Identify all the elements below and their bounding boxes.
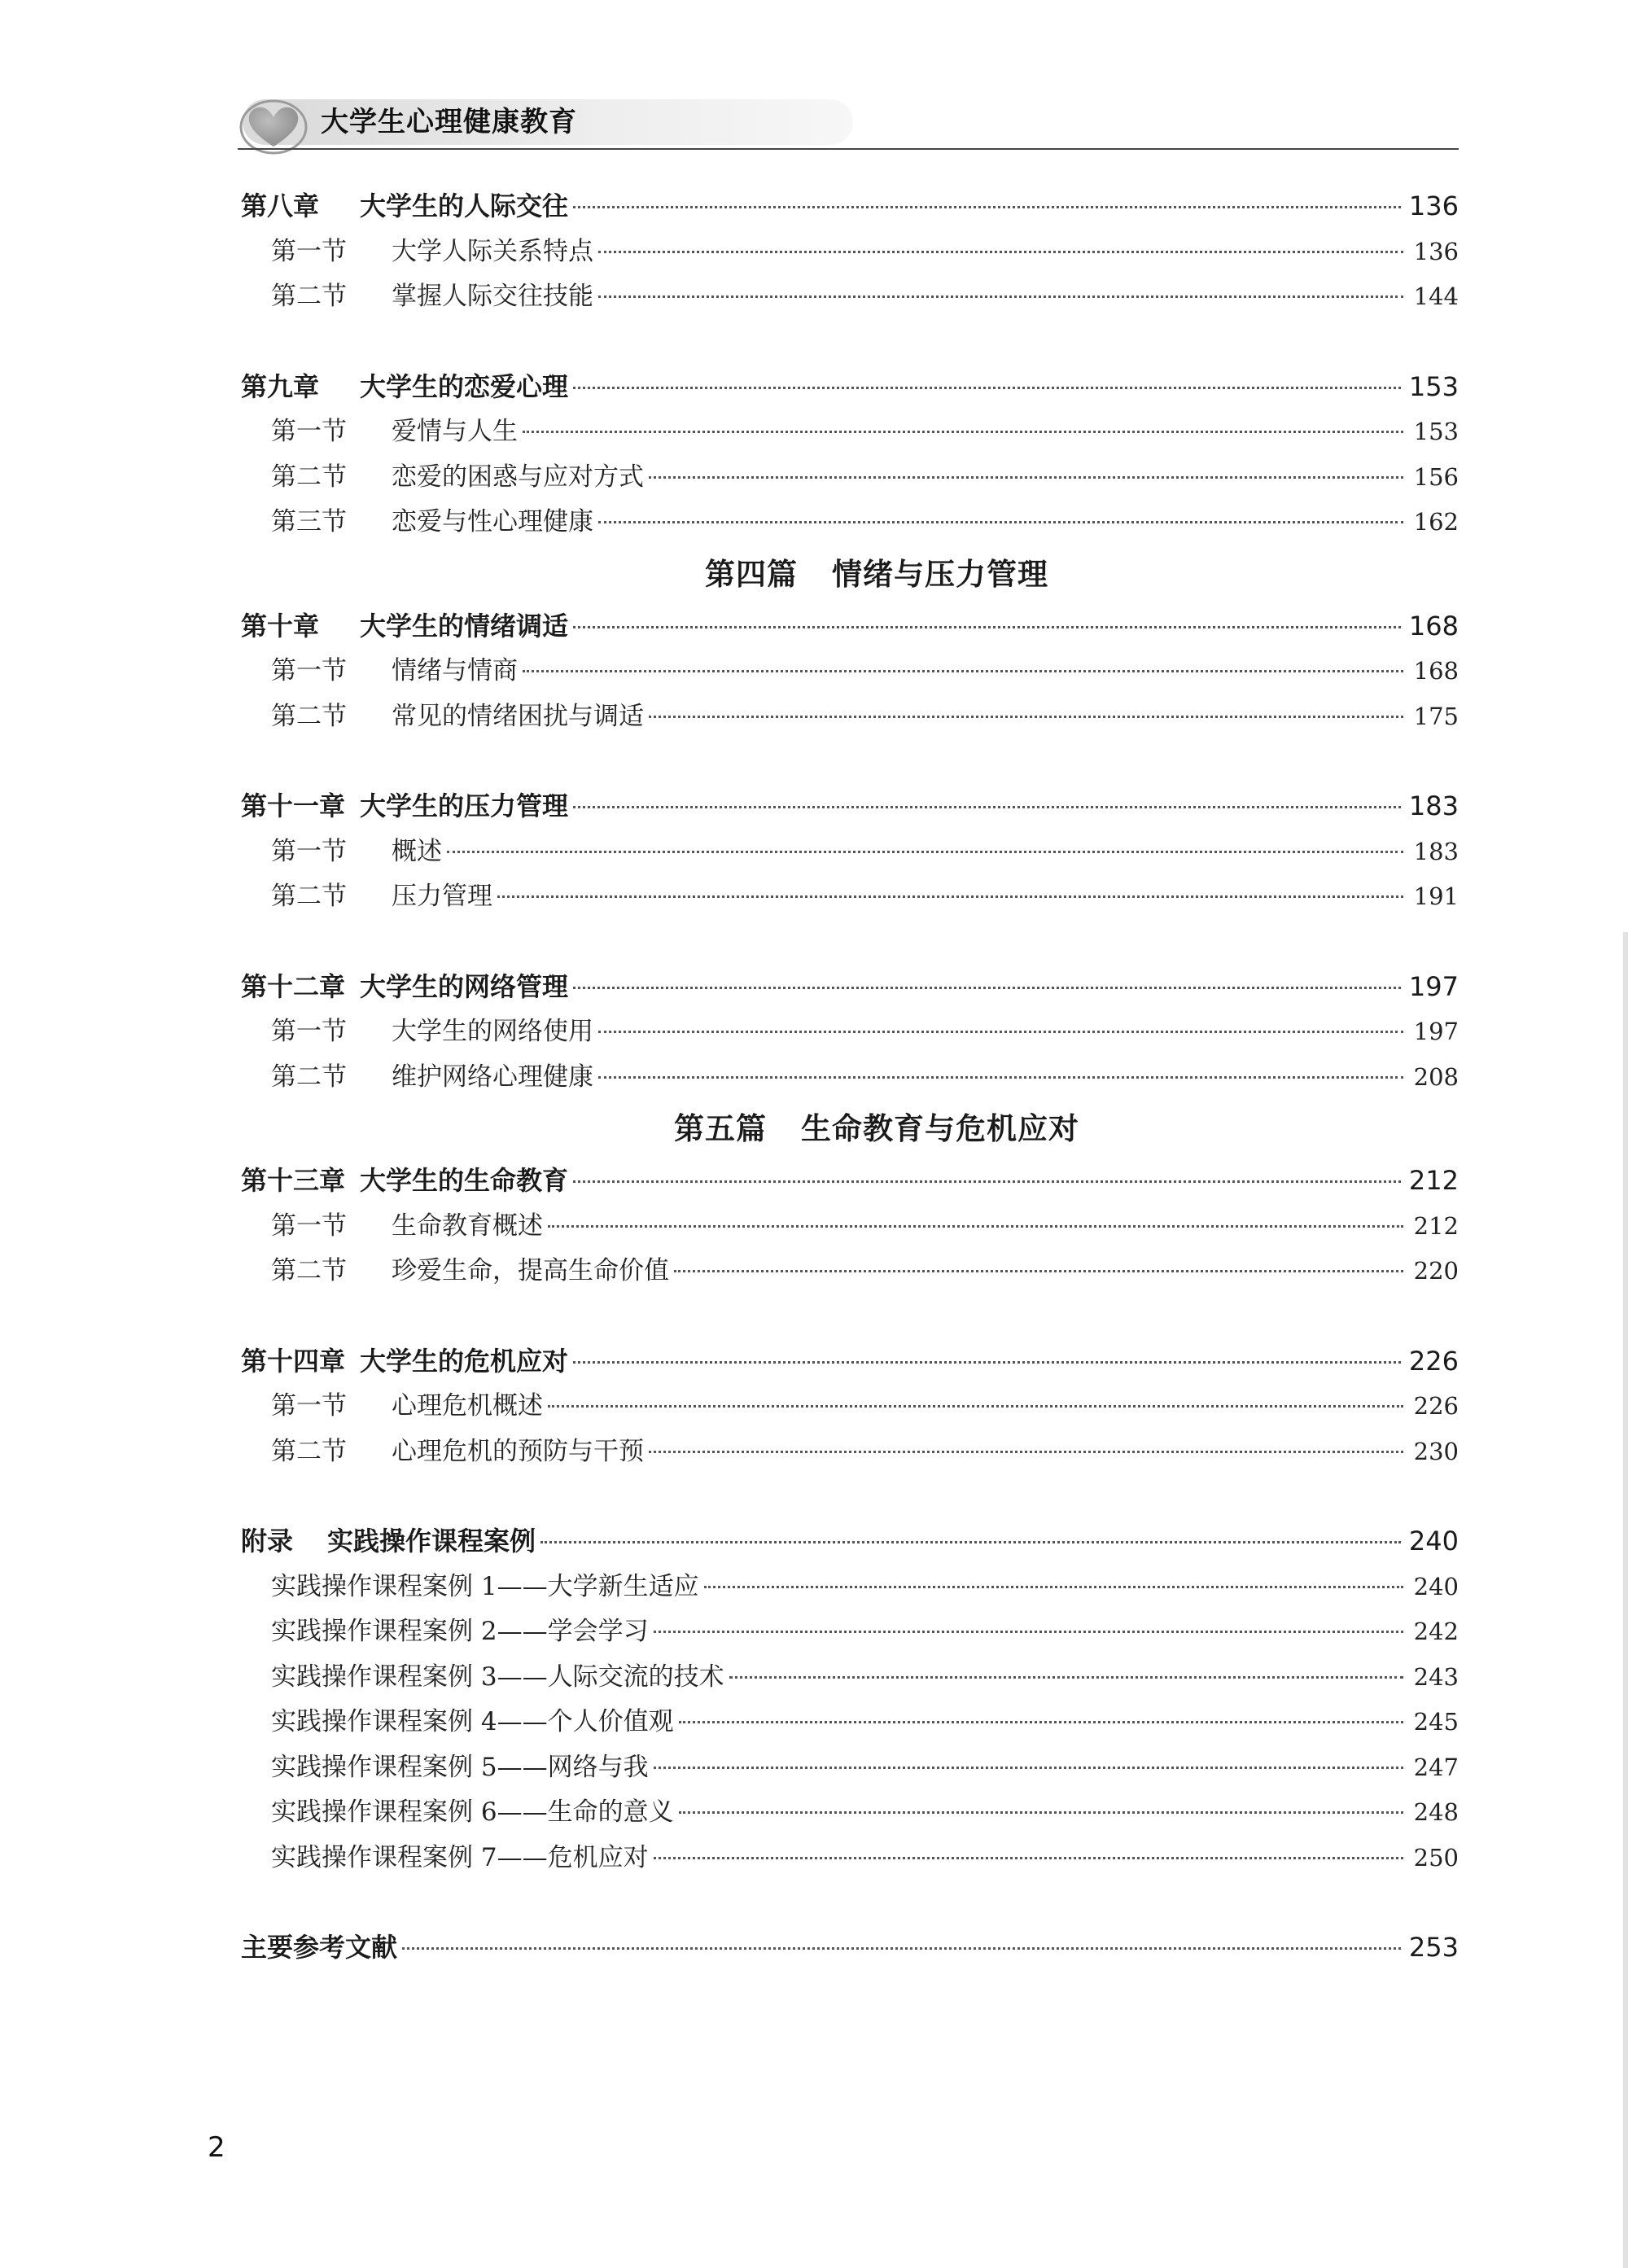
toc-gap <box>241 920 1459 965</box>
header-rule <box>238 148 1459 150</box>
part-number: 第四篇 <box>705 556 798 592</box>
entry-title: 实践操作课程案例 5——网络与我 <box>271 1752 649 1782</box>
entry-page-number: 245 <box>1413 1708 1459 1736</box>
entry-number: 第三节 <box>271 507 347 536</box>
entry-number: 第二节 <box>271 882 347 911</box>
entry-title: 大学生的生命教育 <box>360 1165 569 1196</box>
dot-leader <box>447 851 1403 853</box>
entry-page-number: 212 <box>1408 1165 1459 1196</box>
dot-leader <box>573 387 1401 389</box>
entry-title: 恋爱与性心理健康 <box>392 507 593 536</box>
entry-page-number: 243 <box>1413 1662 1459 1691</box>
entry-number: 第十三章 <box>241 1165 346 1196</box>
entry-title: 爱情与人生 <box>392 417 518 446</box>
page-edge-shadow <box>1623 932 1628 2268</box>
toc-chapter-entry[interactable] <box>241 1925 1459 1971</box>
entry-page-number: 191 <box>1413 882 1459 910</box>
entry-page-number: 250 <box>1413 1843 1459 1872</box>
toc-chapter-entry[interactable] <box>241 1519 1459 1565</box>
toc-chapter-entry[interactable] <box>241 184 1459 230</box>
toc-section-entry[interactable] <box>241 1009 1459 1055</box>
toc-chapter-entry[interactable] <box>241 1339 1459 1385</box>
dot-leader <box>649 716 1403 718</box>
entry-page-number: 230 <box>1413 1437 1459 1465</box>
toc-appendix-item-entry[interactable] <box>241 1790 1459 1836</box>
toc-section-entry[interactable] <box>241 230 1459 275</box>
entry-page-number: 240 <box>1413 1572 1459 1600</box>
entry-title: 压力管理 <box>392 882 492 911</box>
entry-title: 主要参考文献 <box>241 1932 398 1963</box>
entry-page-number: 136 <box>1413 237 1459 265</box>
toc-section-entry[interactable] <box>241 649 1459 694</box>
dot-leader <box>598 296 1403 298</box>
entry-title: 维护网络心理健康 <box>392 1062 593 1092</box>
entry-title: 大学生的网络管理 <box>360 970 569 1002</box>
entry-page-number: 248 <box>1413 1798 1459 1826</box>
entry-title: 大学生的压力管理 <box>360 790 569 821</box>
entry-number: 第二节 <box>271 462 347 492</box>
dot-leader <box>548 1405 1403 1408</box>
entry-title: 实践操作课程案例 1——大学新生适应 <box>271 1571 699 1601</box>
entry-page-number: 197 <box>1408 970 1459 1002</box>
entry-title: 情绪与情商 <box>392 656 518 685</box>
toc-gap <box>241 1474 1459 1519</box>
entry-page-number: 136 <box>1408 190 1459 221</box>
toc-section-entry[interactable] <box>241 500 1459 545</box>
entry-page-number: 242 <box>1413 1618 1459 1645</box>
toc-appendix-item-entry[interactable] <box>241 1745 1459 1791</box>
dot-leader <box>679 1721 1403 1723</box>
dot-leader <box>497 895 1403 898</box>
toc-section-entry[interactable] <box>241 1055 1459 1101</box>
entry-number: 第十四章 <box>241 1345 346 1377</box>
dot-leader <box>548 1225 1403 1228</box>
dot-leader <box>523 431 1403 433</box>
part-title: 生命教育与危机应对 <box>801 1111 1079 1146</box>
dot-leader <box>573 626 1401 628</box>
entry-page-number: 162 <box>1413 508 1459 536</box>
entry-number: 第二节 <box>271 1436 347 1466</box>
entry-title: 生命教育概述 <box>392 1211 543 1241</box>
entry-title: 心理危机概述 <box>392 1391 543 1421</box>
entry-title: 实践操作课程案例 3——人际交流的技术 <box>271 1662 724 1692</box>
toc-gap <box>241 1294 1459 1339</box>
dot-leader <box>573 206 1401 208</box>
dot-leader <box>654 1631 1403 1633</box>
entry-page-number: 183 <box>1413 837 1459 865</box>
entry-page-number: 168 <box>1408 610 1459 641</box>
dot-leader <box>598 251 1403 253</box>
toc-section-entry[interactable] <box>241 1204 1459 1250</box>
dot-leader <box>540 1541 1401 1543</box>
entry-page-number: 240 <box>1408 1526 1459 1557</box>
toc-section-entry[interactable] <box>241 1249 1459 1294</box>
dot-leader <box>598 1031 1403 1033</box>
header-title: 大学生心理健康教育 <box>321 106 577 138</box>
entry-title: 实践操作课程案例 2——学会学习 <box>271 1617 649 1646</box>
toc-appendix-item-entry[interactable] <box>241 1565 1459 1610</box>
entry-title: 大学生的危机应对 <box>360 1345 569 1377</box>
entry-number: 第九章 <box>241 370 320 402</box>
entry-title: 大学人际关系特点 <box>392 236 593 266</box>
entry-page-number: 175 <box>1413 702 1459 730</box>
toc-gap <box>241 739 1459 784</box>
entry-page-number: 153 <box>1408 370 1459 402</box>
toc-part-heading <box>241 545 1459 604</box>
entry-page-number: 197 <box>1413 1018 1459 1045</box>
entry-page-number: 226 <box>1413 1392 1459 1420</box>
part-title: 情绪与压力管理 <box>832 556 1048 592</box>
toc-chapter-entry[interactable] <box>241 1158 1459 1204</box>
entry-number: 第一节 <box>271 1391 347 1421</box>
entry-number: 第十一章 <box>241 790 346 821</box>
dot-leader <box>402 1947 1401 1950</box>
dot-leader <box>649 1451 1403 1453</box>
entry-page-number: 144 <box>1413 282 1459 310</box>
toc-section-entry[interactable] <box>241 1384 1459 1430</box>
entry-page-number: 156 <box>1413 462 1459 491</box>
entry-title: 掌握人际交往技能 <box>392 282 593 311</box>
entry-number: 第二节 <box>271 282 347 311</box>
dot-leader <box>598 1076 1403 1079</box>
toc-section-entry[interactable] <box>241 455 1459 501</box>
toc-gap <box>241 1881 1459 1925</box>
toc-section-entry[interactable] <box>241 409 1459 455</box>
heart-icon <box>238 96 311 155</box>
page-number: 2 <box>208 2131 225 2164</box>
entry-title: 大学生的恋爱心理 <box>360 370 569 402</box>
dot-leader <box>573 1361 1401 1364</box>
entry-number: 第一节 <box>271 1017 347 1046</box>
dot-leader <box>654 1767 1403 1769</box>
entry-page-number: 153 <box>1413 418 1459 445</box>
toc-section-entry[interactable] <box>241 874 1459 920</box>
entry-title: 概述 <box>392 836 442 866</box>
entry-title: 大学生的情绪调适 <box>360 610 569 641</box>
toc-section-entry[interactable] <box>241 830 1459 875</box>
toc-chapter-entry[interactable] <box>241 965 1459 1010</box>
dot-leader <box>523 670 1403 672</box>
entry-number: 第一节 <box>271 236 347 266</box>
dot-leader <box>573 1180 1401 1183</box>
entry-title: 珍爱生命，提高生命价值 <box>392 1256 669 1285</box>
dot-leader <box>704 1586 1403 1588</box>
dot-leader <box>598 521 1403 523</box>
toc-chapter-entry[interactable] <box>241 784 1459 830</box>
toc-chapter-entry[interactable] <box>241 604 1459 650</box>
toc-section-entry[interactable] <box>241 274 1459 320</box>
entry-number: 第一节 <box>271 656 347 685</box>
entry-number: 第十章 <box>241 610 320 641</box>
toc-appendix-item-entry[interactable] <box>241 1609 1459 1655</box>
toc-gap <box>241 320 1459 365</box>
dot-leader <box>654 1857 1403 1859</box>
dot-leader <box>679 1811 1403 1814</box>
dot-leader <box>573 987 1401 989</box>
entry-number: 第二节 <box>271 1062 347 1092</box>
toc-section-entry[interactable] <box>241 1430 1459 1475</box>
entry-page-number: 247 <box>1413 1753 1459 1781</box>
entry-page-number: 212 <box>1413 1211 1459 1240</box>
entry-page-number: 183 <box>1408 790 1459 821</box>
toc-part-heading <box>241 1100 1459 1158</box>
entry-title: 实践操作课程案例 7——危机应对 <box>271 1842 649 1872</box>
toc-appendix-item-entry[interactable] <box>241 1836 1459 1881</box>
entry-number: 第八章 <box>241 190 320 221</box>
entry-number: 第二节 <box>271 1256 347 1285</box>
dot-leader <box>573 806 1401 808</box>
entry-page-number: 208 <box>1413 1062 1459 1091</box>
entry-page-number: 220 <box>1413 1257 1459 1285</box>
entry-page-number: 168 <box>1413 657 1459 685</box>
toc-chapter-entry[interactable] <box>241 365 1459 410</box>
entry-number: 附录 <box>241 1526 294 1557</box>
running-header <box>238 96 1459 148</box>
entry-number: 第十二章 <box>241 970 346 1002</box>
entry-page-number: 226 <box>1408 1345 1459 1377</box>
entry-number: 第一节 <box>271 417 347 446</box>
toc-appendix-item-entry[interactable] <box>241 1655 1459 1701</box>
entry-title: 实践操作课程案例 <box>327 1526 536 1557</box>
entry-number: 第一节 <box>271 1211 347 1241</box>
entry-title: 心理危机的预防与干预 <box>392 1436 644 1466</box>
entry-title: 大学生的网络使用 <box>392 1017 593 1046</box>
entry-page-number: 253 <box>1408 1932 1459 1963</box>
toc-appendix-item-entry[interactable] <box>241 1700 1459 1745</box>
dot-leader <box>674 1270 1403 1272</box>
entry-title: 恋爱的困惑与应对方式 <box>392 462 644 492</box>
dot-leader <box>729 1676 1403 1679</box>
entry-number: 第一节 <box>271 836 347 866</box>
entry-title: 常见的情绪困扰与调适 <box>392 701 644 731</box>
part-number: 第五篇 <box>674 1111 767 1146</box>
entry-title: 实践操作课程案例 6——生命的意义 <box>271 1797 674 1827</box>
table-of-contents <box>241 184 1459 1971</box>
entry-title: 实践操作课程案例 4——个人价值观 <box>271 1707 674 1736</box>
entry-number: 第二节 <box>271 701 347 731</box>
dot-leader <box>649 476 1403 479</box>
toc-section-entry[interactable] <box>241 694 1459 740</box>
entry-title: 大学生的人际交往 <box>360 190 569 221</box>
